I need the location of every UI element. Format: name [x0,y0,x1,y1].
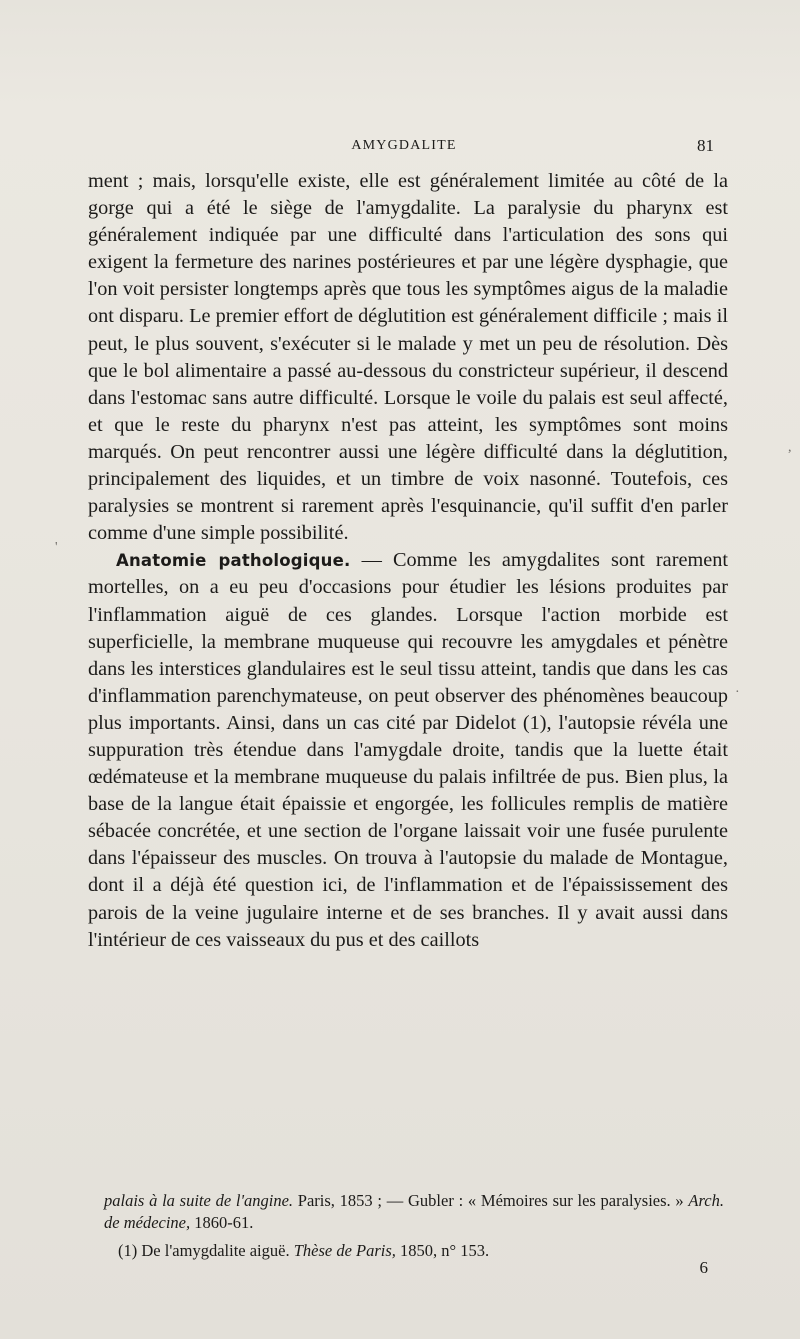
footnote-thesis: Thèse de Paris, [293,1241,396,1260]
footnote-italic-title: palais à la suite de l'angine. [104,1191,294,1210]
margin-speck: ' [55,540,58,555]
footnote-end: 1850, n° 153. [395,1241,490,1260]
footnote-marker: (1) [118,1241,138,1260]
page-number: 81 [697,136,714,155]
paragraph-anatomie [88,547,728,953]
margin-speck: · [735,685,740,700]
footnote-text: De l'amygdalite aiguë. [137,1241,294,1260]
margin-speck: , [788,440,792,455]
footnote-continuation [104,1190,724,1234]
running-header [104,136,714,158]
main-text [88,168,728,954]
section-heading: Anatomie pathologique. [116,551,351,571]
paragraph-text: — Comme les amygdalites sont rarement mortelles, on a eu peu d'occasions pour étudier les lésions produites par l'inflammation aiguë de ces glandes. Lorsque l'action morbide est superficielle, la membrane muqueuse qui recouvre les amygdales et pénètre dans les interstices glandulaires est le seul tissu atteint, tandis que dans les cas d'inflammation parenchymateuse, on peut observer des phénomènes beaucoup plus importants. Ainsi, dans un cas cité par Didelot (1), l'autopsie révéla une suppuration très étendue dans l'amygdale droite, tandis que la luette était œdémateuse et la membrane muqueuse du palais infiltrée de pus. Bien plus, la base de la langue était épaissie et engorgée, les follicules remplis de matière sébacée concrétée, et une section de l'organe laissait voir une fusée purulente dans l'épaisseur des muscles. On trouva à l'autopsie du malade de Montague, dont il a déjà été question ici, de l'inflammation et de l'épaississement des parois de la veine jugulaire interne et de ses branches. Il y avait aussi dans l'intérieur de ces vaisseaux du pus et des caillots [88,549,728,951]
paragraph: ment ; mais, lorsqu'elle existe, elle est généralement limitée au côté de la gorge qui a été le siège de l'amygdalite. La paralysie du pharynx est généralement indiquée par une difficulté dans l'articulation des sons qui exigent la fermeture des narines postérieures et par une légère dysphagie, que l'on voit persister longtemps après que tous les symptômes aigus de la maladie ont disparu. Le premier effort de déglutition est généralement difficile ; mais il peut, le plus souvent, s'exécuter si le malade y met un peu de résolution. Dès que le bol alimentaire a passé au-dessous du constricteur supérieur, il descend dans l'estomac sans autre difficulté. Lorsque le voile du palais est seul affecté, et que le reste du pharynx n'est pas atteint, les symptômes sont moins marqués. On peut rencontrer aussi une légère difficulté dans la déglutition, principalement des liquides, et un timbre de voix nasonné. Toutefois, ces paralysies se montrent si rarement après l'esquinancie, qu'il suffit d'en parler comme d'une simple possibilité. [88,170,728,545]
footnote-journal: Arch. de médecine, [104,1191,725,1232]
footnote-text: Paris, 1853 ; — Gubler : « Mémoires sur les paralysies. » [293,1191,689,1210]
footnotes [104,1190,724,1262]
footnote-1 [104,1240,724,1262]
signature-mark: 6 [699,1258,708,1277]
footnote-years: 1860-61. [190,1213,254,1232]
running-title: AMYGDALITE [351,138,457,153]
